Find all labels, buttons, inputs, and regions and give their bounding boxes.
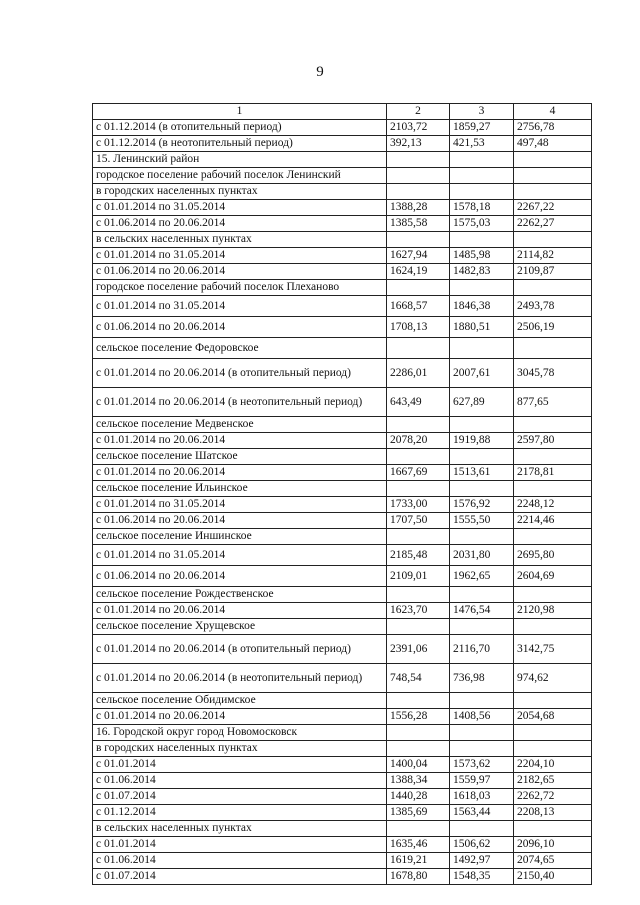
table-row — [93, 168, 592, 184]
table-row — [93, 433, 592, 449]
tariff-value-3: 736,98 — [450, 664, 514, 693]
row-label: с 01.06.2014 по 20.06.2014 — [93, 264, 387, 280]
tariff-value-2: 2286,01 — [387, 359, 450, 388]
table-row — [93, 789, 592, 805]
tariff-value-3: 2116,70 — [450, 635, 514, 664]
table-row — [93, 693, 592, 709]
tariff-value-3 — [450, 168, 514, 184]
tariff-value-4 — [514, 481, 592, 497]
tariff-value-4: 2214,46 — [514, 513, 592, 529]
tariff-value-3 — [450, 184, 514, 200]
tariff-value-3: 1559,97 — [450, 773, 514, 789]
row-label: сельское поселение Шатское — [93, 449, 387, 465]
table-row — [93, 465, 592, 481]
tariff-value-3: 1846,38 — [450, 296, 514, 317]
tariff-value-2 — [387, 232, 450, 248]
tariff-value-2: 1733,00 — [387, 497, 450, 513]
table-row — [93, 280, 592, 296]
tariff-value-3: 1576,92 — [450, 497, 514, 513]
tariff-value-2: 1385,58 — [387, 216, 450, 232]
tariff-value-4: 3045,78 — [514, 359, 592, 388]
tariff-value-4: 2114,82 — [514, 248, 592, 264]
row-label: городское поселение рабочий поселок Ленинский — [93, 168, 387, 184]
row-label: в городских населенных пунктах — [93, 184, 387, 200]
tariff-value-3: 1555,50 — [450, 513, 514, 529]
tariff-value-3: 421,53 — [450, 136, 514, 152]
table-row — [93, 545, 592, 566]
tariff-value-2 — [387, 821, 450, 837]
table-row — [93, 296, 592, 317]
row-label: с 01.01.2014 по 31.05.2014 — [93, 248, 387, 264]
tariff-value-2: 643,49 — [387, 388, 450, 417]
tariff-value-4: 2182,65 — [514, 773, 592, 789]
tariff-value-4 — [514, 338, 592, 359]
tariff-value-2 — [387, 280, 450, 296]
tariff-value-4: 2262,72 — [514, 789, 592, 805]
row-label: в сельских населенных пунктах — [93, 821, 387, 837]
tariff-value-3 — [450, 481, 514, 497]
tariff-value-4: 2096,10 — [514, 837, 592, 853]
row-label: с 01.01.2014 по 31.05.2014 — [93, 200, 387, 216]
table-row — [93, 709, 592, 725]
tariff-value-3: 1482,83 — [450, 264, 514, 280]
tariff-value-4 — [514, 693, 592, 709]
tariff-value-3: 1492,97 — [450, 853, 514, 869]
tariff-value-4: 2074,65 — [514, 853, 592, 869]
tariff-value-2: 2109,01 — [387, 566, 450, 587]
tariff-value-3: 1575,03 — [450, 216, 514, 232]
tariff-value-2: 1667,69 — [387, 465, 450, 481]
tariff-value-4 — [514, 232, 592, 248]
table-row — [93, 248, 592, 264]
tariff-value-2: 2103,72 — [387, 120, 450, 136]
tariff-value-4: 497,48 — [514, 136, 592, 152]
table-row — [93, 200, 592, 216]
row-label: с 01.07.2014 — [93, 869, 387, 885]
row-label: 16. Городской округ город Новомосковск — [93, 725, 387, 741]
tariff-value-4: 3142,75 — [514, 635, 592, 664]
tariff-value-3 — [450, 152, 514, 168]
tariff-value-2: 1556,28 — [387, 709, 450, 725]
row-label: с 01.12.2014 (в отопительный период) — [93, 120, 387, 136]
tariff-table — [92, 103, 592, 885]
tariff-value-2 — [387, 338, 450, 359]
tariff-value-2: 1385,69 — [387, 805, 450, 821]
table-row — [93, 869, 592, 885]
row-label: с 01.06.2014 по 20.06.2014 — [93, 513, 387, 529]
tariff-value-4 — [514, 587, 592, 603]
tariff-value-4: 974,62 — [514, 664, 592, 693]
tariff-value-3: 2031,80 — [450, 545, 514, 566]
tariff-value-4 — [514, 417, 592, 433]
tariff-value-4: 2204,10 — [514, 757, 592, 773]
row-label: с 01.07.2014 — [93, 789, 387, 805]
row-label: в сельских населенных пунктах — [93, 232, 387, 248]
tariff-value-2: 1624,19 — [387, 264, 450, 280]
tariff-value-3: 1880,51 — [450, 317, 514, 338]
tariff-value-4: 2178,81 — [514, 465, 592, 481]
row-label: сельское поселение Федоровское — [93, 338, 387, 359]
row-label: сельское поселение Медвенское — [93, 417, 387, 433]
table-row — [93, 449, 592, 465]
tariff-value-3: 1859,27 — [450, 120, 514, 136]
tariff-value-2: 1627,94 — [387, 248, 450, 264]
tariff-value-2 — [387, 693, 450, 709]
tariff-value-2: 1619,21 — [387, 853, 450, 869]
tariff-value-3 — [450, 417, 514, 433]
tariff-value-2: 1623,70 — [387, 603, 450, 619]
row-label: сельское поселение Иншинское — [93, 529, 387, 545]
row-label: сельское поселение Хрущевское — [93, 619, 387, 635]
row-label: сельское поселение Ильинское — [93, 481, 387, 497]
row-label: с 01.01.2014 по 20.06.2014 — [93, 433, 387, 449]
page-number: 9 — [316, 64, 324, 80]
table-row — [93, 587, 592, 603]
table-row — [93, 805, 592, 821]
tariff-value-4 — [514, 152, 592, 168]
tariff-value-2: 2185,48 — [387, 545, 450, 566]
tariff-value-3 — [450, 338, 514, 359]
row-label: с 01.06.2014 — [93, 853, 387, 869]
tariff-value-3: 2007,61 — [450, 359, 514, 388]
tariff-value-3 — [450, 741, 514, 757]
row-label: с 01.06.2014 по 20.06.2014 — [93, 566, 387, 587]
tariff-value-2: 748,54 — [387, 664, 450, 693]
tariff-value-2: 392,13 — [387, 136, 450, 152]
table-row — [93, 184, 592, 200]
tariff-value-4: 2208,13 — [514, 805, 592, 821]
table-row — [93, 497, 592, 513]
tariff-value-4: 2150,40 — [514, 869, 592, 885]
tariff-value-2: 2078,20 — [387, 433, 450, 449]
table-row — [93, 821, 592, 837]
table-row — [93, 741, 592, 757]
tariff-value-4: 2120,98 — [514, 603, 592, 619]
tariff-value-2: 2391,06 — [387, 635, 450, 664]
table-row — [93, 513, 592, 529]
tariff-value-4: 2262,27 — [514, 216, 592, 232]
tariff-value-3 — [450, 619, 514, 635]
row-label: с 01.06.2014 — [93, 773, 387, 789]
row-label: с 01.01.2014 по 20.06.2014 — [93, 709, 387, 725]
tariff-value-2: 1707,50 — [387, 513, 450, 529]
table-row — [93, 152, 592, 168]
table-row — [93, 773, 592, 789]
tariff-value-4: 877,65 — [514, 388, 592, 417]
tariff-value-4: 2695,80 — [514, 545, 592, 566]
tariff-value-3: 1408,56 — [450, 709, 514, 725]
tariff-value-4 — [514, 449, 592, 465]
table-row — [93, 317, 592, 338]
tariff-value-3 — [450, 529, 514, 545]
row-label: с 01.01.2014 по 20.06.2014 (в неотопительный период) — [93, 388, 387, 417]
row-label: с 01.01.2014 по 20.06.2014 (в отопительный период) — [93, 359, 387, 388]
table-row — [93, 388, 592, 417]
table-row — [93, 417, 592, 433]
table-row — [93, 359, 592, 388]
row-label: с 01.01.2014 по 20.06.2014 — [93, 603, 387, 619]
row-label: с 01.12.2014 — [93, 805, 387, 821]
tariff-value-3: 1578,18 — [450, 200, 514, 216]
tariff-value-4: 2054,68 — [514, 709, 592, 725]
tariff-value-3: 1962,65 — [450, 566, 514, 587]
table-row — [93, 837, 592, 853]
table-row — [93, 481, 592, 497]
table-row — [93, 725, 592, 741]
tariff-value-3 — [450, 449, 514, 465]
tariff-value-4 — [514, 168, 592, 184]
tariff-value-2 — [387, 725, 450, 741]
tariff-value-4 — [514, 529, 592, 545]
tariff-value-2 — [387, 168, 450, 184]
row-label: с 01.01.2014 по 31.05.2014 — [93, 545, 387, 566]
row-label: с 01.01.2014 по 20.06.2014 (в отопительный период) — [93, 635, 387, 664]
tariff-value-3 — [450, 587, 514, 603]
table-row — [93, 216, 592, 232]
row-label: с 01.01.2014 — [93, 757, 387, 773]
row-label: с 01.01.2014 по 31.05.2014 — [93, 296, 387, 317]
tariff-value-2 — [387, 417, 450, 433]
row-label: с 01.06.2014 по 20.06.2014 — [93, 317, 387, 338]
table-row — [93, 120, 592, 136]
tariff-value-4: 2248,12 — [514, 497, 592, 513]
table-row — [93, 338, 592, 359]
tariff-value-3 — [450, 232, 514, 248]
table-row — [93, 664, 592, 693]
tariff-value-2: 1668,57 — [387, 296, 450, 317]
tariff-value-4: 2597,80 — [514, 433, 592, 449]
tariff-value-2: 1400,04 — [387, 757, 450, 773]
tariff-value-4 — [514, 725, 592, 741]
tariff-value-3: 1618,03 — [450, 789, 514, 805]
tariff-value-2: 1388,34 — [387, 773, 450, 789]
tariff-value-2 — [387, 184, 450, 200]
table-row — [93, 232, 592, 248]
column-header: 2 — [387, 104, 450, 120]
row-label: с 01.06.2014 по 20.06.2014 — [93, 216, 387, 232]
tariff-value-2 — [387, 529, 450, 545]
tariff-value-3: 1919,88 — [450, 433, 514, 449]
tariff-value-3 — [450, 821, 514, 837]
tariff-value-3: 1563,44 — [450, 805, 514, 821]
tariff-value-2: 1440,28 — [387, 789, 450, 805]
table-row — [93, 136, 592, 152]
table-row — [93, 757, 592, 773]
tariff-value-2 — [387, 449, 450, 465]
row-label: с 01.01.2014 по 20.06.2014 — [93, 465, 387, 481]
row-label: сельское поселение Обидимское — [93, 693, 387, 709]
tariff-value-4: 2267,22 — [514, 200, 592, 216]
table-body — [93, 120, 592, 885]
row-label: в городских населенных пунктах — [93, 741, 387, 757]
tariff-value-2: 1388,28 — [387, 200, 450, 216]
tariff-value-2: 1708,13 — [387, 317, 450, 338]
tariff-value-3 — [450, 280, 514, 296]
tariff-value-2 — [387, 587, 450, 603]
tariff-value-2 — [387, 741, 450, 757]
tariff-value-4: 2756,78 — [514, 120, 592, 136]
row-label: с 01.12.2014 (в неотопительный период) — [93, 136, 387, 152]
tariff-value-3: 627,89 — [450, 388, 514, 417]
table-row — [93, 566, 592, 587]
table-row — [93, 264, 592, 280]
tariff-value-4: 2109,87 — [514, 264, 592, 280]
tariff-value-3 — [450, 725, 514, 741]
table-row — [93, 635, 592, 664]
tariff-value-3: 1513,61 — [450, 465, 514, 481]
table-row — [93, 619, 592, 635]
tariff-value-3 — [450, 693, 514, 709]
tariff-value-4 — [514, 821, 592, 837]
row-label: 15. Ленинский район — [93, 152, 387, 168]
row-label: с 01.01.2014 по 20.06.2014 (в неотопительный период) — [93, 664, 387, 693]
tariff-value-3: 1548,35 — [450, 869, 514, 885]
tariff-value-4: 2604,69 — [514, 566, 592, 587]
column-header: 4 — [514, 104, 592, 120]
table-row — [93, 853, 592, 869]
table-row — [93, 529, 592, 545]
tariff-value-4: 2506,19 — [514, 317, 592, 338]
row-label: с 01.01.2014 по 31.05.2014 — [93, 497, 387, 513]
tariff-value-4: 2493,78 — [514, 296, 592, 317]
tariff-value-2 — [387, 481, 450, 497]
tariff-value-3: 1485,98 — [450, 248, 514, 264]
tariff-value-3: 1573,62 — [450, 757, 514, 773]
row-label: с 01.01.2014 — [93, 837, 387, 853]
tariff-value-2 — [387, 619, 450, 635]
tariff-value-2: 1678,80 — [387, 869, 450, 885]
tariff-value-4 — [514, 280, 592, 296]
tariff-value-2 — [387, 152, 450, 168]
row-label: сельское поселение Рождественское — [93, 587, 387, 603]
tariff-value-3: 1506,62 — [450, 837, 514, 853]
tariff-value-3: 1476,54 — [450, 603, 514, 619]
table-header-row — [93, 104, 592, 120]
table-row — [93, 603, 592, 619]
tariff-value-2: 1635,46 — [387, 837, 450, 853]
row-label: городское поселение рабочий поселок Плеханово — [93, 280, 387, 296]
tariff-value-4 — [514, 619, 592, 635]
tariff-value-4 — [514, 741, 592, 757]
column-header: 3 — [450, 104, 514, 120]
tariff-value-4 — [514, 184, 592, 200]
column-header: 1 — [93, 104, 387, 120]
